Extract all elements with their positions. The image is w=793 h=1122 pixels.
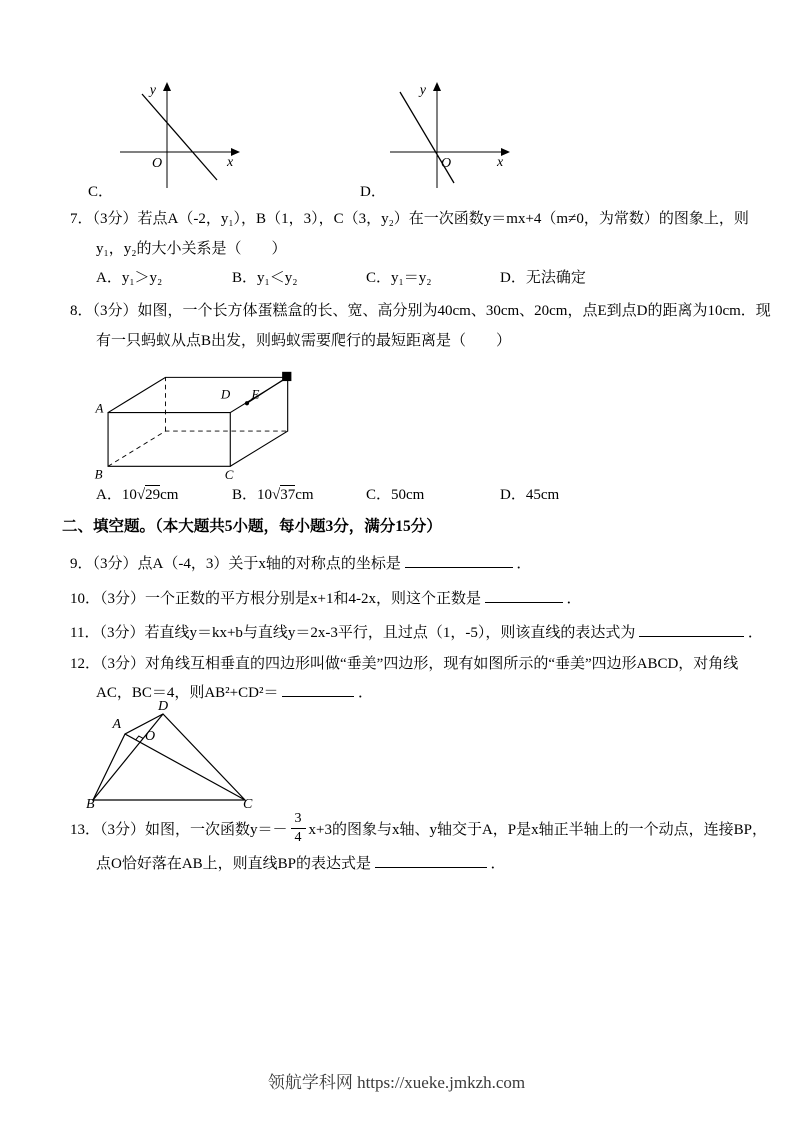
q12-answer-blank	[282, 682, 354, 697]
cuboid-corner-square-mark	[282, 372, 291, 381]
q9-tail: ．	[516, 556, 532, 572]
graph-c-ylabel: y	[149, 83, 156, 98]
cuboid-hidden-edges	[108, 377, 288, 466]
graph-d-origin-label: O	[441, 156, 452, 171]
graph-d-figure	[382, 80, 512, 195]
q13-line2	[96, 852, 506, 873]
graph-d-xlabel: x	[497, 155, 504, 170]
footer-watermark: 领航学科网 https://xueke.jmkzh.com	[267, 1073, 526, 1092]
graph-d-option-label: D．	[360, 184, 386, 200]
quadrilateral-figure	[85, 700, 285, 810]
q8-line2: 有一只蚂蚁从点B出发，则蚂蚁需要爬行的最短距离是（ ）	[96, 333, 512, 349]
q13-tail: ．	[490, 856, 506, 872]
q12-line2-text: AC，BC＝4，则AB²+CD²＝	[96, 685, 279, 701]
q13-fraction-numerator: 3	[291, 812, 306, 829]
q11-line	[70, 621, 763, 642]
q7-option-a: A．y₁＞y₂	[96, 270, 163, 286]
section2-title: 二、填空题。（本大题共5小题，每小题3分，满分15分）	[62, 518, 442, 535]
graph-c-option-label: C．	[88, 184, 114, 200]
q8-option-a-radicand: 29	[145, 487, 161, 503]
q7-line2: y₁，y₂的大小关系是（ ）	[96, 241, 287, 257]
q8-option-a-pre: A．10√	[96, 487, 146, 503]
quad-label-d: D	[157, 700, 169, 714]
quad-label-c: C	[243, 797, 253, 810]
q7-option-c: C．y₁＝y₂	[366, 270, 432, 286]
q9-answer-blank	[405, 553, 513, 568]
q8-option-a	[96, 483, 178, 504]
q12-tail: ．	[357, 685, 373, 701]
cuboid-figure	[85, 357, 320, 482]
graph-c-figure	[112, 80, 242, 195]
q12-line1: 12．（3分）对角线互相垂直的四边形叫做“垂美”四边形，现有如图所示的“垂美”四边形ABCD，对角线	[70, 656, 739, 672]
q8-option-b-pre: B．10√	[232, 487, 281, 503]
cuboid-label-b: B	[94, 466, 103, 482]
q8-option-b-radicand: 37	[280, 487, 296, 503]
q8-option-b	[232, 483, 314, 504]
q13-fraction	[291, 812, 306, 845]
q13-pre: 13．（3分）如图，一次函数y＝－	[70, 821, 288, 838]
q8-options-row	[0, 483, 793, 503]
graph-c-xlabel: x	[227, 155, 234, 170]
cuboid-solid-edges	[108, 377, 288, 466]
cuboid-point-e-dot	[245, 401, 249, 405]
graph-c-origin-label: O	[152, 156, 163, 171]
q7-option-b: B．y₁＜y₂	[232, 270, 298, 286]
q11-answer-blank	[639, 622, 744, 637]
q8-option-a-suffix: cm	[160, 487, 179, 503]
q8-option-c-pre: C．50cm	[366, 487, 425, 503]
graph-d-ylabel: y	[419, 83, 426, 98]
q13-post: x+3的图象与x轴、y轴交于A，P是x轴正半轴上的一个动点，连接BP，	[308, 821, 767, 838]
q12-line2	[96, 681, 373, 702]
cuboid-label-a: A	[95, 400, 104, 416]
q7-option-d: D．无法确定	[500, 270, 586, 286]
q13-fraction-denominator: 4	[294, 829, 302, 845]
q10-tail: ．	[566, 591, 582, 607]
quad-label-a: A	[112, 717, 121, 732]
q8-option-d-pre: D．45cm	[500, 487, 560, 503]
q7-options-row	[0, 266, 793, 286]
q9-text: 9．（3分）点A（-4，3）关于x轴的对称点的坐标是	[70, 556, 401, 572]
q11-tail: ．	[747, 625, 763, 641]
cuboid-label-c: C	[224, 467, 234, 482]
q10-answer-blank	[485, 588, 563, 603]
q13-line2-text: 点O恰好落在AB上，则直线BP的表达式是	[96, 856, 372, 872]
cuboid-label-d: D	[220, 386, 231, 402]
q11-text: 11．（3分）若直线y＝kx+b与直线y＝2x-3平行，且过点（1，-5），则该直线的表达式为	[70, 625, 636, 641]
q7-line1: 7．（3分）若点A（-2，y₁），B（1，3），C（3，y₂）在一次函数y＝mx+4（m≠0，为常数）的图象上，则	[70, 211, 749, 227]
cuboid-label-e: E	[251, 386, 260, 402]
q10-line	[70, 587, 581, 608]
q10-text: 10．（3分）一个正数的平方根分别是x+1和4-2x，则这个正数是	[70, 591, 481, 607]
graph-c-axes	[120, 86, 235, 188]
q8-line1: 8．（3分）如图，一个长方体蛋糕盒的长、宽、高分别为40cm、30cm、20cm，点E到点D的距离为10cm．现	[70, 303, 771, 319]
q8-option-d	[500, 483, 559, 504]
graph-c-yaxis-arrow-icon	[163, 82, 171, 91]
q8-option-c	[366, 483, 424, 504]
q9-line	[70, 552, 531, 573]
q13-answer-blank	[375, 853, 487, 868]
q13-line1	[70, 812, 767, 844]
quad-label-o: O	[145, 729, 156, 744]
graph-d-yaxis-arrow-icon	[433, 82, 441, 91]
quad-label-b: B	[86, 797, 95, 810]
q8-option-b-suffix: cm	[295, 487, 314, 503]
